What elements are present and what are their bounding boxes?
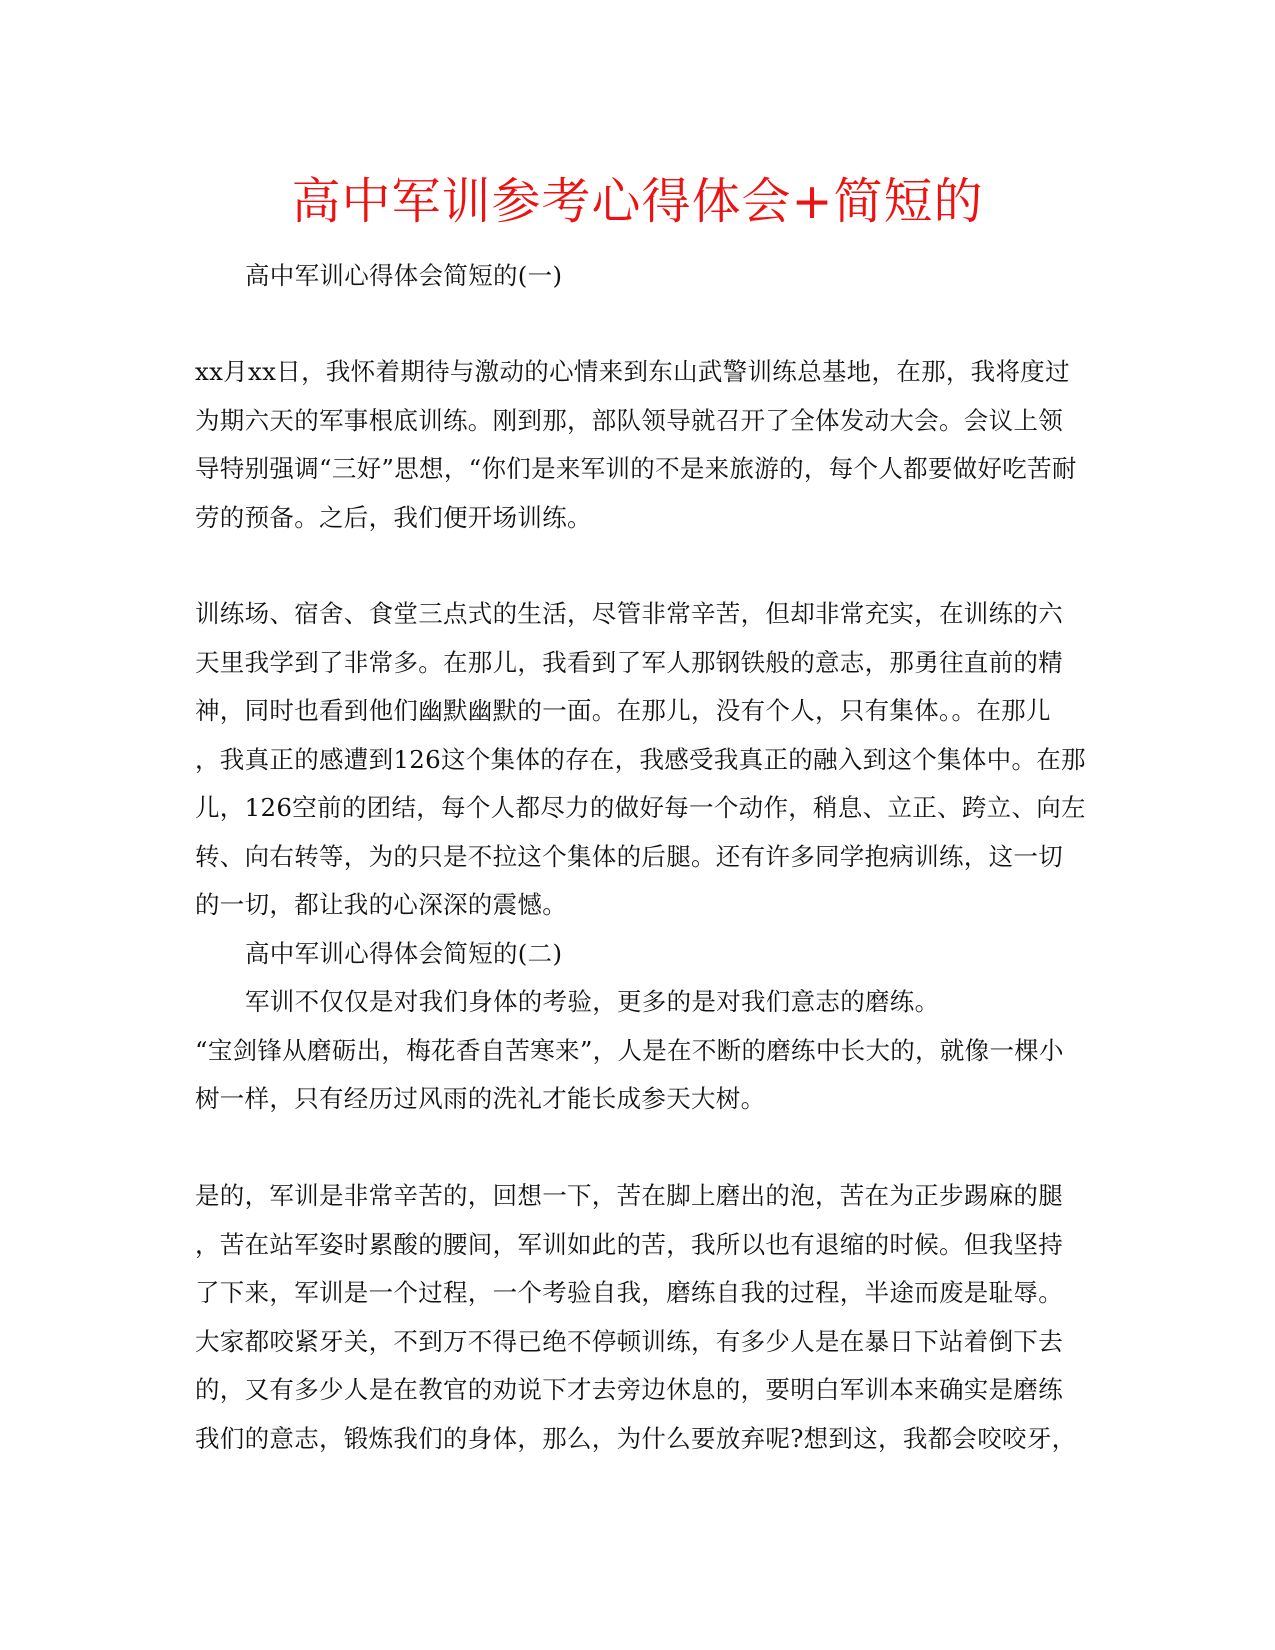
paragraph-4 — [195, 1172, 1085, 1463]
paragraph-line: 大家都咬紧牙关，不到万不得已绝不停顿训练，有多少人是在暴日下站着倒下去 — [195, 1326, 1063, 1356]
paragraph-line: 军训不仅仅是对我们身体的考验，更多的是对我们意志的磨练。 — [245, 987, 940, 1016]
paragraph-line: 了下来，军训是一个过程，一个考验自我，磨练自我的过程，半途而废是耻辱。 — [195, 1278, 1063, 1307]
section-heading-1: 高中军训心得体会简短的(一) — [245, 261, 563, 290]
paragraph-line: 树一样，只有经历过风雨的洗礼才能长成参天大树。 — [195, 1084, 766, 1113]
paragraph-line: 是的，军训是非常辛苦的，回想一下，苦在脚上磨出的泡，苦在为正步踢麻的腿 — [195, 1181, 1063, 1210]
paragraph-line: 天里我学到了非常多。在那儿，我看到了军人那钢铁般的意志，那勇往直前的精 — [195, 647, 1063, 677]
paragraph-3 — [195, 978, 1085, 1124]
paragraph-line: 我们的意志，锻炼我们的身体，那么，为什么要放弃呢?想到这，我都会咬咬牙， — [195, 1423, 1077, 1453]
paragraph-line: xx月xx日，我怀着期待与激动的心情来到东山武警训练总基地，在那，我将度过 — [195, 357, 1070, 386]
paragraph-line: ，我真正的感遭到126这个集体的存在，我感受我真正的融入到这个集体中。在那 — [195, 744, 1086, 774]
paragraph-line: ，苦在站军姿时累酸的腰间，军训如此的苦，我所以也有退缩的时候。但我坚持 — [195, 1229, 1063, 1259]
paragraph-2 — [195, 590, 1085, 930]
paragraph-line: 儿，126空前的团结，每个人都尽力的做好每一个动作，稍息、立正、跨立、向左 — [195, 793, 1086, 822]
paragraph-line: 导特别强调“三好”思想，“你们是来军训的不是来旅游的，每个人都要做好吃苦耐 — [195, 454, 1077, 483]
paragraph-line: “宝剑锋从磨砺出，梅花香自苦寒来”，人是在不断的磨练中长大的，就像一棵小 — [195, 1035, 1064, 1065]
paragraph-line: 的一切，都让我的心深深的震憾。 — [195, 890, 567, 919]
paragraph-1 — [195, 348, 1085, 542]
paragraph-line: 的，又有多少人是在教官的劝说下才去旁边休息的，要明白军训本来确实是磨练 — [195, 1375, 1063, 1404]
paragraph-line: 转、向右转等，为的只是不拉这个集体的后腿。还有许多同学抱病训练，这一切 — [195, 841, 1063, 871]
paragraph-line: 训练场、宿舍、食堂三点式的生活，尽管非常辛苦，但却非常充实，在训练的六 — [195, 599, 1063, 628]
document-title: 高中军训参考心得体会+简短的 — [291, 173, 984, 230]
paragraph-line: 为期六天的军事根底训练。刚到那，部队领导就召开了全体发动大会。会议上领 — [195, 405, 1063, 435]
section-heading-2: 高中军训心得体会简短的(二) — [245, 939, 563, 968]
paragraph-line: 神，同时也看到他们幽默幽默的一面。在那儿，没有个人，只有集体。。在那儿 — [195, 696, 1051, 725]
paragraph-line: 劳的预备。之后，我们便开场训练。 — [195, 502, 592, 532]
